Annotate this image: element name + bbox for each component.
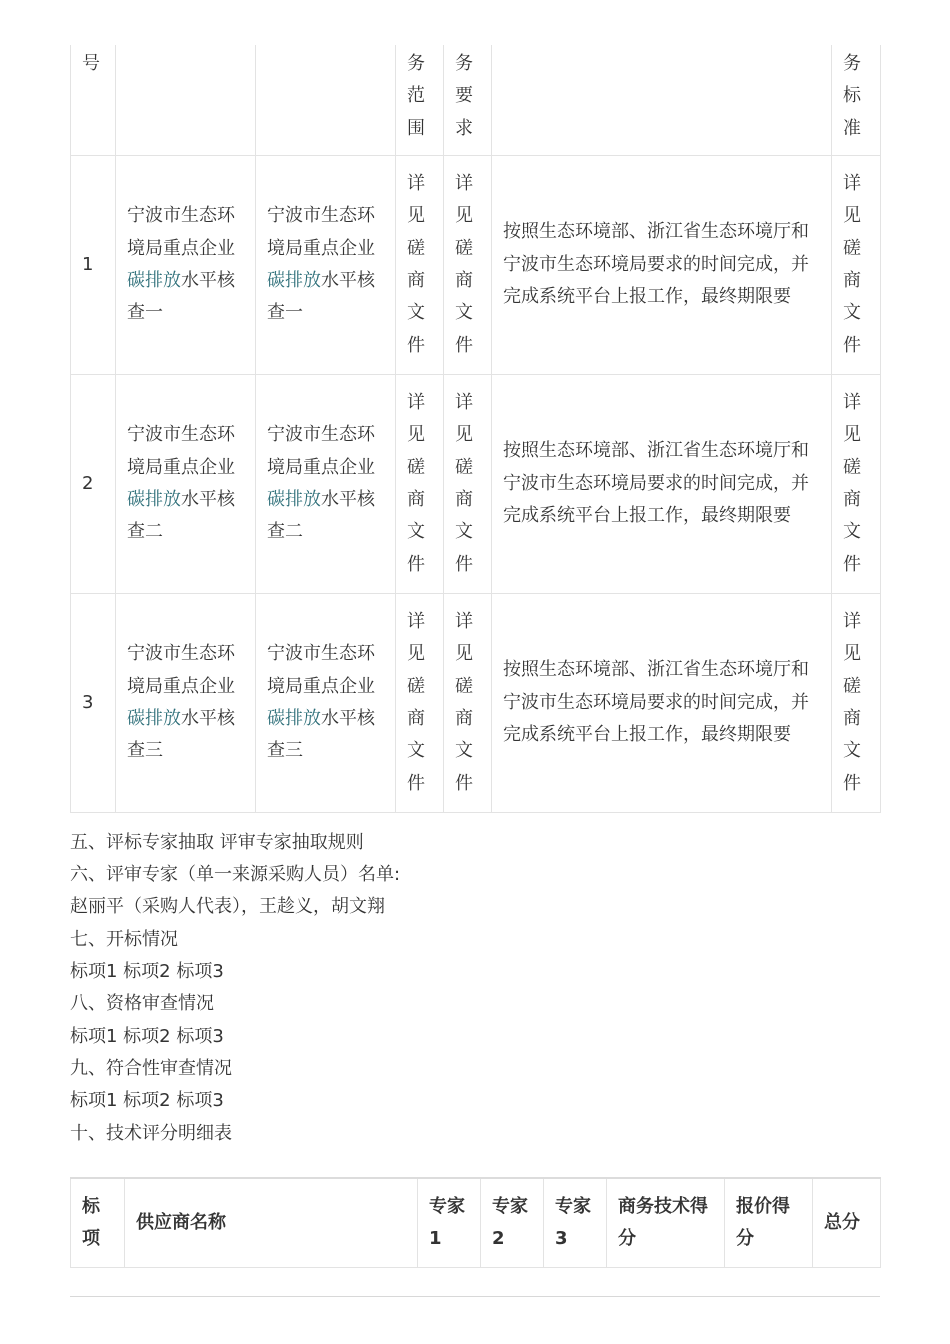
col-expert-1: 专家1	[418, 1178, 481, 1268]
service-table	[70, 45, 881, 813]
col-expert-2: 专家2	[481, 1178, 544, 1268]
table-row	[71, 375, 881, 594]
time-requirement: 按照生态环境部、浙江省生态环境厅和宁波市生态环境局要求的时间完成，并完成系统平台上报工作，最终期限要	[492, 156, 832, 375]
carbon-link[interactable]: 碳排放	[127, 489, 181, 510]
project-content: 宁波市生态环境局重点企业碳排放水平核查二	[256, 375, 396, 594]
time-requirement: 按照生态环境部、浙江省生态环境厅和宁波市生态环境局要求的时间完成，并完成系统平台上报工作，最终期限要	[492, 375, 832, 594]
header-name	[116, 45, 256, 156]
service-requirement: 详见磋商文件	[444, 594, 492, 813]
project-name: 宁波市生态环境局重点企业碳排放水平核查二	[116, 375, 256, 594]
project-name: 宁波市生态环境局重点企业碳排放水平核查三	[116, 594, 256, 813]
row-number: 3	[71, 594, 116, 813]
divider	[70, 1296, 880, 1297]
section-tech-score: 十、技术评分明细表	[70, 1123, 232, 1144]
section-expert-list: 六、评审专家（单一来源采购人员）名单:	[70, 864, 401, 885]
col-supplier: 供应商名称	[125, 1178, 418, 1268]
score-table	[70, 1177, 881, 1268]
header-content	[256, 45, 396, 156]
row-number: 2	[71, 375, 116, 594]
carbon-link[interactable]: 碳排放	[127, 270, 181, 291]
col-total: 总分	[813, 1178, 881, 1268]
header-scope: 务范围	[396, 45, 444, 156]
header-requirement: 务要求	[444, 45, 492, 156]
time-requirement: 按照生态环境部、浙江省生态环境厅和宁波市生态环境局要求的时间完成，并完成系统平台上报工作，最终期限要	[492, 594, 832, 813]
conformity-items: 标项1 标项2 标项3	[70, 1090, 224, 1111]
project-name: 宁波市生态环境局重点企业碳排放水平核查一	[116, 156, 256, 375]
section-conformity: 九、符合性审查情况	[70, 1058, 232, 1079]
carbon-link[interactable]: 碳排放	[267, 489, 321, 510]
carbon-link[interactable]: 碳排放	[127, 708, 181, 729]
row-number: 1	[71, 156, 116, 375]
table-header-row	[71, 45, 881, 156]
section-opening: 七、开标情况	[70, 929, 178, 950]
service-standard: 详见磋商文件	[832, 375, 881, 594]
qualification-items: 标项1 标项2 标项3	[70, 1026, 224, 1047]
carbon-link[interactable]: 碳排放	[267, 708, 321, 729]
service-standard: 详见磋商文件	[832, 594, 881, 813]
expert-names: 赵丽平（采购人代表），王趁义，胡文翔	[70, 896, 385, 917]
service-scope: 详见磋商文件	[396, 375, 444, 594]
col-price-score: 报价得分	[725, 1178, 813, 1268]
opening-items: 标项1 标项2 标项3	[70, 961, 224, 982]
table-row	[71, 156, 881, 375]
service-scope: 详见磋商文件	[396, 594, 444, 813]
header-standard: 务标准	[832, 45, 881, 156]
service-requirement: 详见磋商文件	[444, 375, 492, 594]
col-lot: 标项	[71, 1178, 125, 1268]
service-standard: 详见磋商文件	[832, 156, 881, 375]
project-content: 宁波市生态环境局重点企业碳排放水平核查一	[256, 156, 396, 375]
section-expert-extraction: 五、评标专家抽取 评审专家抽取规则	[70, 832, 364, 853]
project-content: 宁波市生态环境局重点企业碳排放水平核查三	[256, 594, 396, 813]
section-qualification: 八、资格审查情况	[70, 993, 214, 1014]
col-business-tech-score: 商务技术得分	[607, 1178, 725, 1268]
score-header-row	[71, 1178, 881, 1268]
header-time	[492, 45, 832, 156]
header-no: 号	[71, 45, 116, 156]
service-scope: 详见磋商文件	[396, 156, 444, 375]
table-row	[71, 594, 881, 813]
service-requirement: 详见磋商文件	[444, 156, 492, 375]
col-expert-3: 专家3	[544, 1178, 607, 1268]
carbon-link[interactable]: 碳排放	[267, 270, 321, 291]
